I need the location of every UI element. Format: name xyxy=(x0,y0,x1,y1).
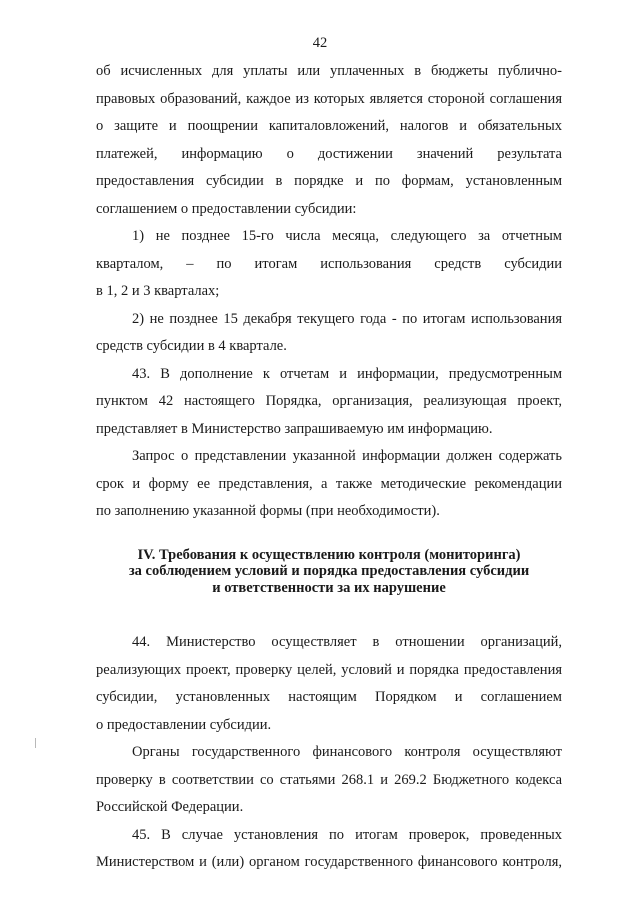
scan-margin-mark xyxy=(35,738,36,748)
paragraph-item-45 xyxy=(96,822,562,877)
text-line: Российской Федерации. xyxy=(96,799,244,815)
paragraph-financial-control xyxy=(96,739,562,822)
text-line: в 1, 2 и 3 кварталах; xyxy=(96,283,220,299)
text-line: о защите и поощрении капиталовложений, налогов и обязательных xyxy=(96,118,562,134)
text-line: реализующих проект, проверку целей, условий и порядка предоставления xyxy=(96,661,562,678)
document-body xyxy=(96,58,562,877)
text-line: 2) не позднее 15 декабря текущего года - по итогам использования xyxy=(132,310,562,327)
text-line: 45. В случае установления по итогам проверок, проведенных xyxy=(132,826,562,843)
text-line: представляет в Министерство запрашиваемую им информацию. xyxy=(96,420,493,437)
subitem-1 xyxy=(96,223,562,306)
text-line: кварталом, – по итогам использования средств субсидии xyxy=(96,255,562,272)
paragraph-reporting-continuation xyxy=(96,58,562,223)
paragraph-request xyxy=(96,443,562,526)
text-line: об исчисленных для уплаты или уплаченных в бюджеты публично- xyxy=(96,63,562,79)
text-line: срок и форму ее представления, а также методические рекомендации xyxy=(96,475,562,492)
text-line: правовых образований, каждое из которых является стороной соглашения xyxy=(96,90,562,107)
text-line: проверку в соответствии со статьями 268.1 и 269.2 Бюджетного кодекса xyxy=(96,771,562,788)
text-line: 44. Министерство осуществляет в отношении организаций, xyxy=(132,634,562,650)
text-line: платежей, информацию о достижении значений результата xyxy=(96,145,562,162)
section-heading xyxy=(96,547,562,597)
section-heading-line: и ответственности за их нарушение xyxy=(212,579,446,596)
text-line: предоставления субсидии в порядке и по формам, установленным xyxy=(96,173,562,189)
paragraph-item-43 xyxy=(96,361,562,444)
text-line: субсидии, установленных настоящим Порядком и соглашением xyxy=(96,689,562,705)
text-line: Органы государственного финансового контроля осуществляют xyxy=(132,744,562,760)
text-line: пунктом 42 настоящего Порядка, организация, реализующая проект, xyxy=(96,393,562,409)
spacer xyxy=(96,615,562,629)
text-line: 43. В дополнение к отчетам и информации, предусмотренным xyxy=(132,365,562,382)
subitem-2 xyxy=(96,306,562,361)
text-line: Министерством и (или) органом государственного финансового контроля, xyxy=(96,854,562,870)
text-line: по заполнению указанной формы (при необходимости). xyxy=(96,503,440,519)
text-line: соглашением о предоставлении субсидии: xyxy=(96,200,357,217)
paragraph-item-44 xyxy=(96,629,562,739)
text-line: Запрос о представлении указанной информации должен содержать xyxy=(132,448,562,464)
page-number: 42 xyxy=(312,35,328,51)
text-line: 1) не позднее 15-го числа месяца, следующего за отчетным xyxy=(132,228,562,244)
section-heading-line: за соблюдением условий и порядка предоставления субсидии xyxy=(128,563,530,579)
text-line: средств субсидии в 4 квартале. xyxy=(96,338,287,354)
text-line: о предоставлении субсидии. xyxy=(96,716,272,733)
section-heading-line: IV. Требования к осуществлению контроля (мониторинга) xyxy=(137,546,521,563)
